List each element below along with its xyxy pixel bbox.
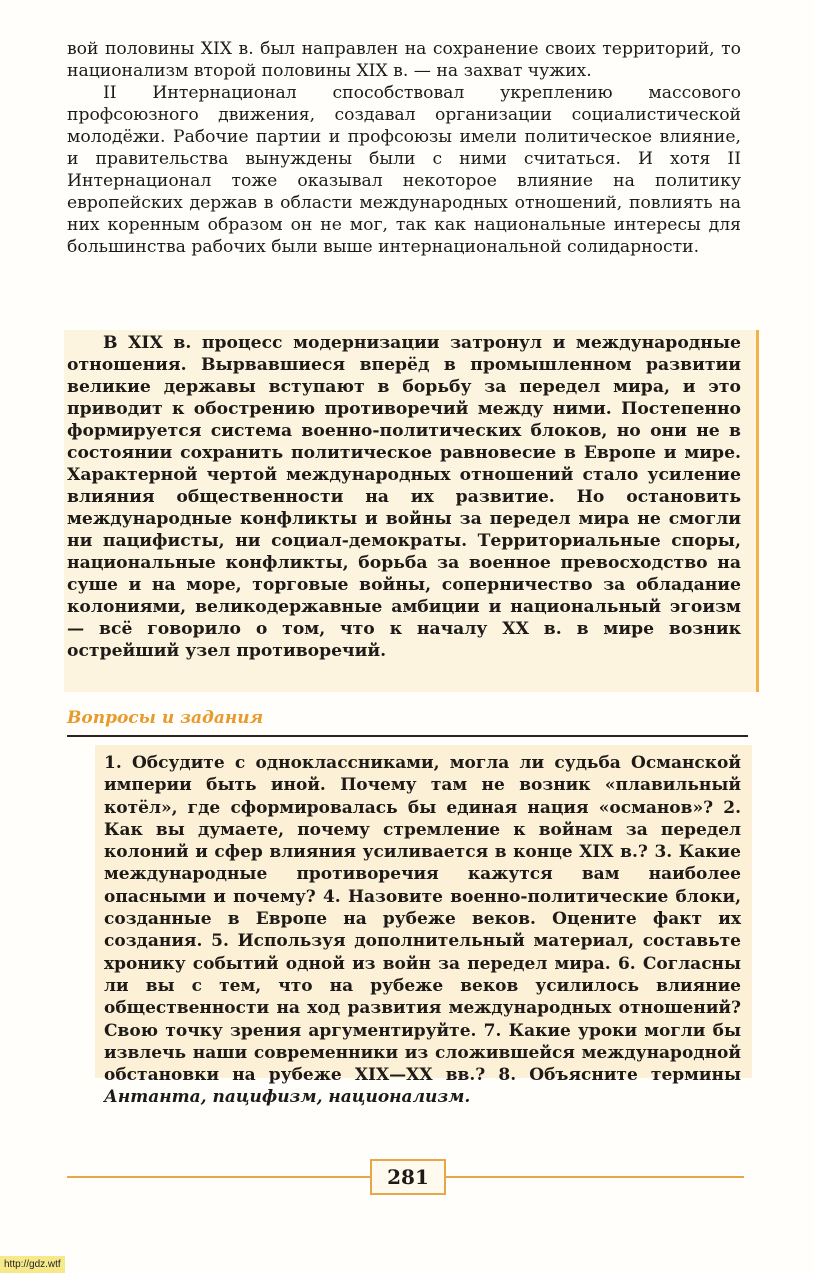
paragraph-continuation: вой половины XIX в. был направлен на сохранение своих территорий, то национализм второй половины XIX в. — на захват чужих.: [67, 39, 741, 81]
paragraph-summary: В XIX в. процесс модернизации затронул и международные отношения. Вырвавшиеся вперёд в промышленном развитии великие державы вступают в борьбу за передел мира, и это приводит к обострению противоречий между ними. Постепенно формируется система военно-политических блоков, но они не в состоянии сохранить политическое равновесие в Европе и мире. Характерной чертой международных отношений стало усиление влияния общественности на их развитие. Но остановить международные конфликты и войны за передел мира не смогли ни пацифисты, ни социал-демократы. Территориальные споры, национальные конфликты, борьба за военное превосходство на суше и на море, торговые войны, соперничество за обладание колониями, великодержавные амбиции и национальный эгоизм — всё говорило о том, что к началу XX в. в мире возник острейший узел противоречий.: [67, 333, 741, 661]
heading-divider: [67, 735, 748, 737]
watermark-link[interactable]: http://gdz.wtf: [0, 1256, 65, 1273]
footer-rule-right: [444, 1176, 744, 1178]
terms: Антанта, пацифизм, национализм.: [104, 1087, 471, 1108]
question-item: 1. Обсудите с одноклассниками, могла ли судьба Османской империи быть иной. Почему там не возник «плавильный котёл», где сформировалась бы единая нация «османов»?: [104, 753, 741, 818]
body-text: [67, 38, 741, 258]
footer-rule-left: [67, 1176, 370, 1178]
question-item: 6. Согласны ли вы с тем, что на рубеже веков усилилось влияние общественности на ход развития международных отношений? Свою точку зрения аргументируйте.: [104, 953, 742, 1041]
question-item: 2. Как вы думаете, почему стремление к войнам за передел колоний и сфер влияния усиливается в конце XIX в.?: [104, 797, 741, 863]
questions-list: [104, 752, 741, 1109]
paragraph-second-international: II Интернационал способствовал укреплению массового профсоюзного движения, создавал организации социалистической молодёжи. Рабочие партии и профсоюзы имели политическое влияние, и правительства вынуждены были с ними считаться. И хотя II Интернационал тоже оказывал некоторое влияние на политику европейских держав в области международных отношений, повлиять на них коренным образом он не мог, так как национальные интересы для большинства рабочих были выше интернациональной солидарности.: [67, 83, 741, 257]
question-item: 5. Используя дополнительный материал, составьте хронику событий одной из войн за передел мира.: [104, 931, 741, 974]
page-number: 281: [370, 1159, 446, 1195]
question-item: 7. Какие уроки могли бы извлечь наши современники из сложившейся международной обстановки на рубеже XIX—XX вв.?: [104, 1020, 741, 1086]
questions-heading: Вопросы и задания: [67, 708, 264, 728]
summary-text: [67, 332, 741, 662]
question-item: 3. Какие международные противоречия кажутся вам наиболее опасными и почему?: [104, 842, 741, 907]
question-item: 8. Объясните термины Антанта, пацифизм, национализм.: [104, 1065, 742, 1108]
question-item: 4. Назовите военно-политические блоки, созданные в Европе на рубеже веков. Оцените факт их создания.: [104, 886, 741, 952]
